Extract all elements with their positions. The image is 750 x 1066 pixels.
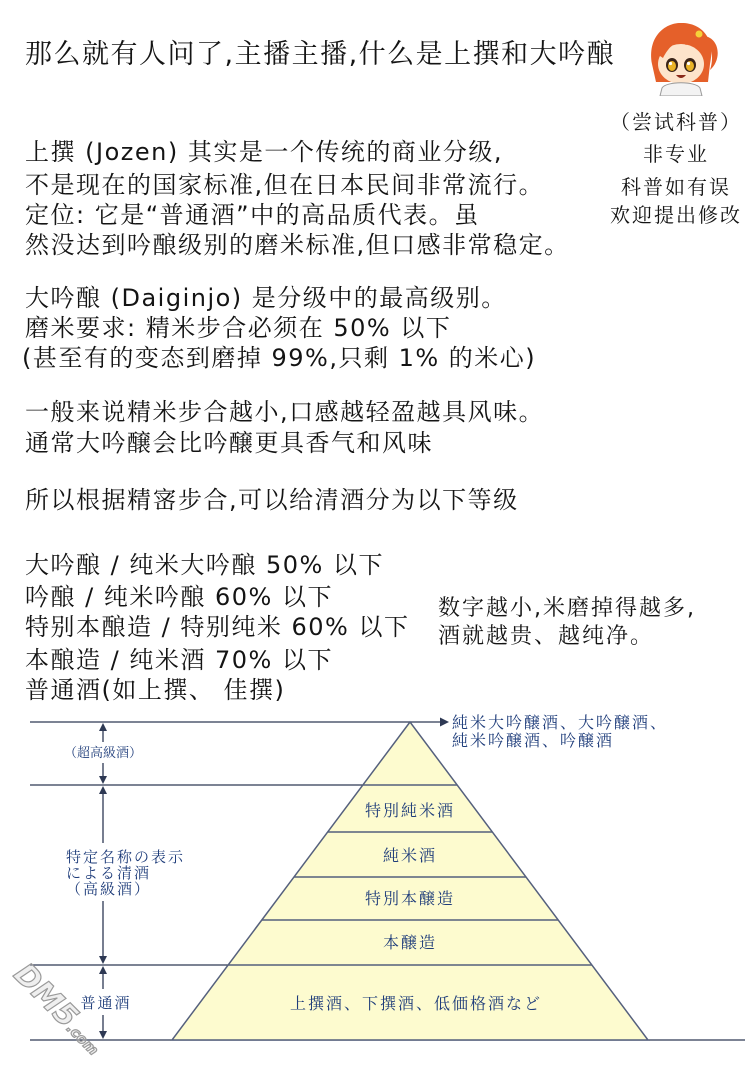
grade-list-item: 本酿造 / 纯米酒 70% 以下 <box>25 646 333 674</box>
up-arrow-head <box>99 966 107 974</box>
up-arrow-head <box>99 723 107 731</box>
tier-label-premium-line: による清酒 <box>66 864 152 882</box>
apex-arrow-head <box>440 718 449 727</box>
avatar-hair-clip <box>696 31 703 38</box>
tier-label-regular: 普通酒 <box>80 994 132 1012</box>
grade-list-item: 普通酒(如上撰、 佳撰) <box>25 676 286 704</box>
paragraph-line: 定位: 它是“普通酒”中的高品质代表。虽 <box>25 201 480 229</box>
page-title: 那么就有人问了,主播主播,什么是上撰和大吟酿 <box>25 39 616 70</box>
paragraph-line: 然没达到吟酿级别的磨米标准,但口感非常稳定。 <box>25 231 570 259</box>
paragraph-line: 上撰 (Jozen) 其实是一个传统的商业分级, <box>25 138 503 166</box>
side-note-line: （尝试科普） <box>610 110 742 134</box>
paragraph-line: 一般来说精米步合越小,口感越轻盈越具风味。 <box>25 398 545 426</box>
grade-note-line: 酒就越贵、越纯净。 <box>438 624 655 649</box>
avatar <box>644 20 718 96</box>
side-note-line: 非专业 <box>643 142 709 166</box>
watermark-text: DM5 <box>6 956 85 1035</box>
layer-label-junmai: 純米酒 <box>382 846 438 865</box>
paragraph-line: 大吟酿 (Daiginjo) 是分级中的最高级别。 <box>25 284 507 312</box>
grade-list-item: 特别本酿造 / 特别纯米 60% 以下 <box>25 613 410 641</box>
sake-grade-pyramid-diagram <box>0 700 750 1066</box>
apex-label-line: 純米吟醸酒、吟醸酒 <box>452 731 615 750</box>
paragraph-line: 不是现在的国家标准,但在日本民间非常流行。 <box>25 171 545 199</box>
paragraph-line: 所以根据精宻步合,可以给清酒分为以下等级 <box>25 486 519 514</box>
side-note-line: 欢迎提出修改 <box>610 203 742 227</box>
up-arrow-head <box>99 786 107 794</box>
tier-bracket-premium <box>66 786 185 964</box>
grade-list-item: 大吟酿 / 纯米大吟酿 50% 以下 <box>25 551 384 579</box>
layer-label-tokubetsu-junmai: 特別純米酒 <box>364 801 456 820</box>
layer-label-honjozo: 本醸造 <box>382 933 438 952</box>
watermark-suffix: .com <box>62 1020 102 1059</box>
tier-label-premium-line: （高級酒） <box>66 880 152 898</box>
avatar-body <box>660 83 702 96</box>
tier-bracket-super-premium <box>64 723 142 784</box>
pyramid <box>172 722 648 1040</box>
grade-list-item: 吟酿 / 纯米吟酿 60% 以下 <box>25 583 333 611</box>
paragraph-line: 磨米要求: 精米步合必须在 50% 以下 <box>25 314 452 342</box>
anime-girl-avatar-icon <box>644 20 718 96</box>
paragraph-line: (甚至有的变态到磨掉 99%,只剩 1% 的米心) <box>22 344 537 372</box>
tier-label-super-premium: （超高級酒） <box>63 746 143 761</box>
grade-note-line: 数字越小,米磨掉得越多, <box>438 596 696 621</box>
layer-label-tokubetsu-honjozo: 特別本醸造 <box>364 889 456 908</box>
side-note-line: 科普如有误 <box>621 175 731 199</box>
down-arrow-head <box>99 776 107 784</box>
apex-label-line: 純米大吟醸酒、大吟醸酒、 <box>452 713 669 732</box>
paragraph-line: 通常大吟醸会比吟醸更具香气和风味 <box>25 429 433 457</box>
down-arrow-head <box>99 956 107 964</box>
layer-label-futsushu: 上撰酒、下撰酒、低価格酒など <box>289 994 543 1013</box>
tier-label-premium-line: 特定名称の表示 <box>66 848 186 866</box>
